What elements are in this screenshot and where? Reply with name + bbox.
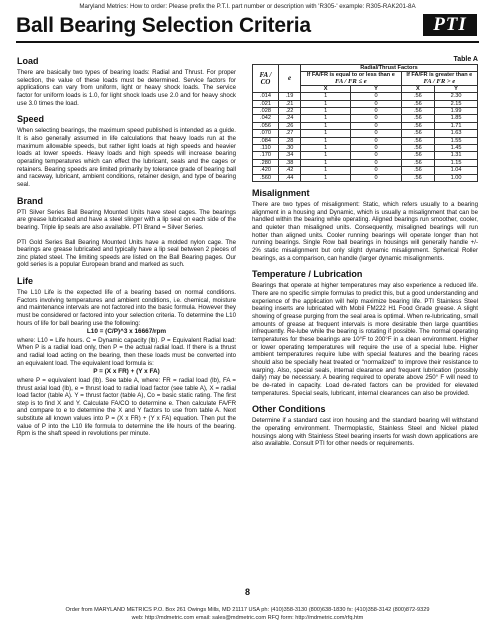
table-caption: Table A [453, 56, 478, 63]
life-definitions: where: L10 = Life hours. C = Dynamic capacity (lb). P = Equivalent Radial load: When P is a radial load only, then P = the actual radial load. If there is a thrust and radial load acting on the bearing, then these loads must be converted into an equivalent load. The equivalent load formula is: [17, 336, 236, 367]
table-cell: .56 [401, 159, 434, 166]
x2-header: X [401, 85, 434, 92]
table-cell: 1.63 [435, 130, 478, 137]
table-cell: .042 [253, 115, 279, 122]
table-cell: .021 [253, 100, 279, 107]
table-cell: 0 [351, 100, 401, 107]
y1-header: Y [351, 85, 401, 92]
table-cell: 1 [301, 100, 351, 107]
life-procedure: where P = equivalent load (lb). See table A, where: FR = radial load (lb), FA = thrust axial load (lb), e = thrust load to radial load factor (see table A), X = radial load factor (table A). Y = thrust factor (table A), Co = basic static rating. The first step is to find X and Y. Calculate FA/CO to determine e. Then calculate FA/FR and compare to e to determine the X and Y factors to use from table A. Next substitute all known values into P = (X x FR) + (Y x FA) equation. Then put the value of P into the L10 life formula to determine the life hours of the bearing. Rpm is the shaft speed in revolutions per minute. [17, 376, 236, 438]
table-cell: .420 [253, 167, 279, 174]
y2-header: Y [435, 85, 478, 92]
life-text: The L10 Life is the expected life of a bearing based on normal conditions. Factors involving temperatures and ambient conditions, i.e. chemical, moisture and maintenance intervals are not factored into the basic formula. However they must be considered or factored into your selection criteria. To determine the L10 hours of life for ball bearing use the following: [17, 289, 236, 327]
table-cell: .280 [253, 159, 279, 166]
group1-condition: FA / FR ≤ e [335, 77, 367, 85]
group1-header [301, 72, 402, 85]
title-rule [16, 41, 479, 43]
table-row [253, 152, 478, 159]
speed-heading: Speed [17, 114, 45, 125]
table-cell: 0 [351, 152, 401, 159]
table-cell: 1.85 [435, 115, 478, 122]
table-row [253, 159, 478, 166]
table-cell: 0 [351, 108, 401, 115]
brand-gold-text: PTI Gold Series Ball Bearing Mounted Units have a molded nylon cage. The bearings are grease lubricated and typically have a lip seal between 2 pieces of zinc plated steel. The limiting speeds are listed on the Ball Bearing pages. Our gold series is a popular European brand and marked as such. [17, 238, 236, 269]
table-cell: 0 [351, 122, 401, 129]
group-title: Radial/Thrust Factors [301, 65, 478, 72]
life-section [17, 276, 236, 438]
table-row [253, 122, 478, 129]
table-cell: .56 [401, 145, 434, 152]
load-section [17, 56, 236, 107]
table-cell: .26 [279, 122, 301, 129]
table-row [253, 100, 478, 107]
table-cell: 1.71 [435, 122, 478, 129]
table-cell: 1 [301, 93, 351, 100]
table-row [253, 145, 478, 152]
brand-heading: Brand [17, 195, 44, 206]
table-cell: .170 [253, 152, 279, 159]
table-row [253, 108, 478, 115]
table-cell: .27 [279, 130, 301, 137]
footer [0, 606, 495, 622]
table-cell: 2.30 [435, 93, 478, 100]
table-cell: 1 [301, 108, 351, 115]
table-cell: .24 [279, 115, 301, 122]
equivalent-load-equation: P = (X x FR) + (Y x FA) [93, 368, 160, 376]
footer-web: web: http://mdmetric.com email: sales@mdmetric.com RFQ form: http://mdmetric.com/rfq.htm [131, 615, 364, 621]
table-row [253, 115, 478, 122]
table-cell: .21 [279, 100, 301, 107]
speed-text: When selecting bearings, the maximum speed published is intended as a guide. It is also generally assumed in life calculations that heavy loads run at the maximum allowable speeds, but rather light loads at high speeds and heavier loads at lower speeds. Heavy loads and high speeds will increase bearing operating temperatures which can effect the lubricant, seals and the cages or retainers. Bearing speeds are limited primarily by tolerance grade of bearing ball and raceway, lubricant, ambient conditions, retainer design, and type of bearing seal. [17, 127, 236, 188]
misalignment-heading: Misalignment [252, 188, 310, 199]
table-cell: .070 [253, 130, 279, 137]
other-conditions-text: Determine if a standard cast iron housing and the standard bearing will withstand the operating environment. Thermoplastic, Stainless Steel and Nickel plated housings along with Stainless Steel bearing inserts for wash down applications are also available. Consult PTI for other needs or requirements. [252, 417, 478, 448]
table-cell: .014 [253, 93, 279, 100]
table-cell: .56 [401, 130, 434, 137]
table-cell: 0 [351, 145, 401, 152]
table-row [253, 167, 478, 174]
ordering-note: Maryland Metrics: How to order: Please prefix the P.T.I. part number or description with 'R305-' example: R305-RAK201-8A [79, 3, 416, 10]
table-cell: .110 [253, 145, 279, 152]
life-equation: L10 = (C/P)^3 x 16667/rpm [86, 328, 167, 336]
table-cell: 1 [301, 159, 351, 166]
table-cell: 0 [351, 137, 401, 144]
fa-co-header: FA / CO [253, 65, 279, 93]
table-cell: .56 [401, 137, 434, 144]
factors-table-body [253, 93, 478, 182]
table-cell: 1.31 [435, 152, 478, 159]
right-column [252, 56, 478, 455]
table-cell: 1 [301, 167, 351, 174]
group2-condition: FA / FR > e [423, 77, 456, 85]
table-cell: .28 [279, 137, 301, 144]
temperature-text: Bearings that operate at higher temperatures may also experience a reduced life. There are no specific simple formulas to predict this, but a good understanding and experience of the application will help maximize bearing life. PTI Stainless Steel bearing inserts are lubricated with Mobil FM222 H1 Food Grade grease. A slight showing of grease purging from the seal area is optimal. When re-lubricating, small amounts of grease at frequent intervals is more desirable then large quantities infrequently. Re-lube while the bearing is rotating if possible. The normal operating temperatures for these bearings are 10°F to 200°F in a clean environment. Higher or lower operating temperatures will require the use of a special lube. Higher ambient temperatures require lube with special features and the bearing races should also be specially heat treated or "normalized" to improve their resistance to warping. Also, special seals, internal clearance and frequent lubrication (possibly daily) may be necessary. A bearing required to operate above 250° F will need to be de-rated in capacity. Load de-rated factors can be provided for elevated temperatures. Special seals, lubricant, internal clearances can also be provided. [252, 282, 478, 397]
table-cell: .19 [279, 93, 301, 100]
table-cell: .22 [279, 108, 301, 115]
table-row [253, 93, 478, 100]
page-number: 8 [244, 587, 250, 597]
table-cell: 1 [301, 137, 351, 144]
table-cell: 0 [351, 174, 401, 181]
pti-logo: PTI [423, 14, 477, 36]
table-cell: .38 [279, 159, 301, 166]
table-cell: 1.45 [435, 145, 478, 152]
footer-contact: Order from MARYLAND METRICS P.O. Box 261 Owings Mills, MD 21117 USA ph: (410)358-3130 (800)638-1830 fx: (410)358-3142 (800)872-9329 [65, 607, 430, 613]
page-title: Ball Bearing Selection Criteria [16, 14, 311, 37]
group2-header [401, 72, 477, 85]
table-cell: 1.55 [435, 137, 478, 144]
misalignment-section [252, 188, 478, 262]
table-cell: .56 [401, 152, 434, 159]
table-cell: 1.15 [435, 159, 478, 166]
table-cell: .44 [279, 174, 301, 181]
table-cell: .028 [253, 108, 279, 115]
table-cell: 1 [301, 152, 351, 159]
table-cell: 1.04 [435, 167, 478, 174]
table-row [253, 130, 478, 137]
table-cell: .560 [253, 174, 279, 181]
speed-section [17, 114, 236, 188]
table-cell: 1 [301, 145, 351, 152]
temperature-heading: Temperature / Lubrication [252, 269, 363, 280]
brand-silver-text: PTI Silver Series Ball Bearing Mounted Units have steel cages. The bearings are grease lubricated and have a steel slinger with a lip seal on each side of the bearing. Triple lip seals are also available. PTI Brand = Silver Series. [17, 208, 236, 231]
x1-header: X [301, 85, 351, 92]
brand-section [17, 196, 236, 270]
table-cell: .56 [401, 115, 434, 122]
table-cell: .056 [253, 122, 279, 129]
life-heading: Life [17, 276, 34, 287]
other-conditions-heading: Other Conditions [252, 404, 326, 415]
table-cell: .56 [401, 174, 434, 181]
table-cell: 1.00 [435, 174, 478, 181]
table-cell: 1 [301, 115, 351, 122]
group1-label: If FA/FR is equal to or less than e [306, 72, 395, 79]
misalignment-text: There are two types of misalignment: Static, which refers usually to a bearing alignment in a housing and Dynamic, which is usually a misalignment that can be handled within the bearing while operating. Aligned bearings run smoother, cooler, and quieter than misaligned units. Consequently, misaligned bearings will run hotter than aligned units. Cooler running bearings will operate longer than hot running bearings. Single Row ball bearings in housings will generally handle +/- 2% static misalignment but only slight dynamic misalignment. Spherical Roller bearings, as a comparison, can handle (larger dynamic misalignments. [252, 201, 478, 262]
table-cell: .56 [401, 93, 434, 100]
other-conditions-section [252, 404, 478, 448]
table-cell: 0 [351, 115, 401, 122]
table-cell: 0 [351, 93, 401, 100]
temperature-section [252, 269, 478, 397]
table-cell: 1 [301, 174, 351, 181]
table-cell: .56 [401, 108, 434, 115]
factors-table [252, 64, 478, 182]
table-cell: .56 [401, 100, 434, 107]
table-cell: .42 [279, 167, 301, 174]
group2-label: If FA/FR is greater than e [406, 72, 473, 79]
table-row [253, 174, 478, 181]
table-cell: 1 [301, 122, 351, 129]
e-header: e [279, 65, 301, 93]
table-cell: .084 [253, 137, 279, 144]
table-cell: .34 [279, 152, 301, 159]
table-cell: 0 [351, 167, 401, 174]
table-row [253, 137, 478, 144]
left-column [17, 56, 236, 445]
load-text: There are basically two types of bearing loads: Radial and Thrust. For proper selection, the value of these loads must be determined. Service factors for applications can vary from uniform, light or heavy shock loads. The service factor for uniform loads is 1.0, for light shock loads use 2.0 and for heavy shock use 3.0 times the load. [17, 69, 236, 107]
table-cell: 1.99 [435, 108, 478, 115]
table-cell: .56 [401, 122, 434, 129]
load-heading: Load [17, 56, 39, 66]
table-cell: 0 [351, 159, 401, 166]
table-cell: .56 [401, 167, 434, 174]
table-cell: .30 [279, 145, 301, 152]
table-cell: 1 [301, 130, 351, 137]
table-cell: 0 [351, 130, 401, 137]
table-cell: 2.15 [435, 100, 478, 107]
